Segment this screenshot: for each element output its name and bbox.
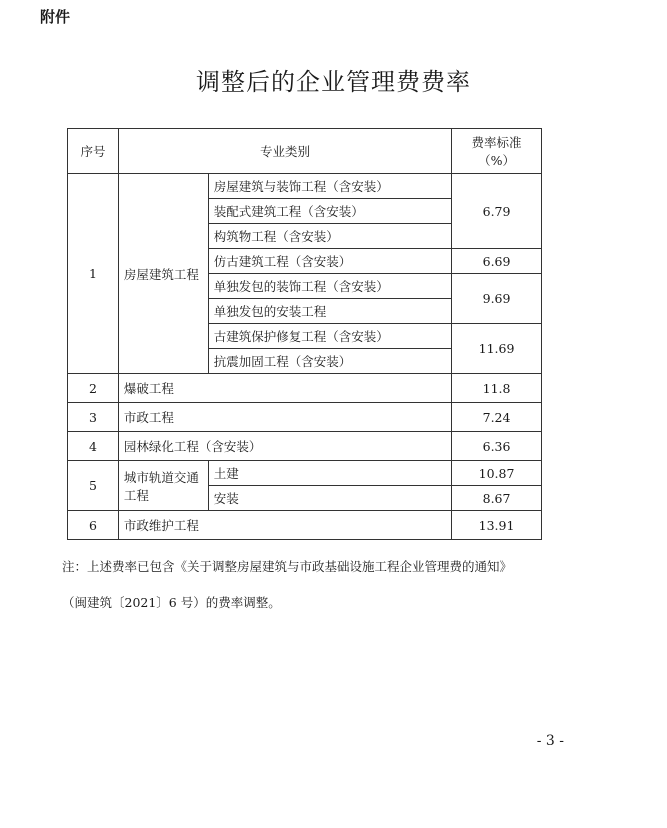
subcategory-cell: 单独发包的安装工程 [208, 299, 451, 324]
table-row [68, 511, 542, 540]
table-note-line-1: 注：上述费率已包含《关于调整房屋建筑与市政基础设施工程企业管理费的通知》 [62, 559, 513, 574]
subcategory-cell: 单独发包的装饰工程（含安装） [208, 274, 451, 299]
seq-cell: 5 [68, 461, 119, 511]
category-cell: 市政工程 [118, 403, 451, 432]
seq-cell: 4 [68, 432, 119, 461]
header-rate-label: 费率标准 [471, 135, 522, 150]
rate-cell: 6.36 [452, 432, 542, 461]
table-header-row [68, 129, 542, 174]
seq-cell: 1 [68, 174, 119, 374]
seq-cell: 2 [68, 374, 119, 403]
category-line-2: 工程 [123, 487, 149, 503]
rate-cell: 9.69 [452, 274, 542, 324]
rate-cell: 11.69 [452, 324, 542, 374]
rate-cell: 7.24 [452, 403, 542, 432]
rate-cell: 10.87 [452, 461, 542, 486]
seq-cell: 3 [68, 403, 119, 432]
table-note-line-2: （闽建筑〔2021〕6 号）的费率调整。 [62, 595, 281, 610]
table-row [68, 432, 542, 461]
category-line-1: 城市轨道交通 [123, 469, 199, 485]
subcategory-cell: 安装 [208, 486, 451, 511]
subcategory-cell: 抗震加固工程（含安装） [208, 349, 451, 374]
document-title: 调整后的企业管理费费率 [196, 68, 471, 96]
category-cell [118, 461, 208, 511]
page-number: - 3 - [536, 733, 564, 749]
header-category: 专业类别 [118, 129, 451, 174]
seq-cell: 6 [68, 511, 119, 540]
category-cell: 市政维护工程 [118, 511, 451, 540]
subcategory-cell: 古建筑保护修复工程（含安装） [208, 324, 451, 349]
rate-cell: 13.91 [452, 511, 542, 540]
fee-rate-table [67, 128, 542, 540]
subcategory-cell: 构筑物工程（含安装） [208, 224, 451, 249]
table-row [68, 374, 542, 403]
category-cell: 房屋建筑工程 [118, 174, 208, 374]
rate-cell: 8.67 [452, 486, 542, 511]
table-row [68, 403, 542, 432]
header-rate [452, 129, 542, 174]
rate-cell: 6.79 [452, 174, 542, 249]
rate-cell: 11.8 [452, 374, 542, 403]
subcategory-cell: 仿古建筑工程（含安装） [208, 249, 451, 274]
table-row [68, 174, 542, 199]
subcategory-cell: 土建 [208, 461, 451, 486]
category-cell: 爆破工程 [118, 374, 451, 403]
table-row [68, 461, 542, 486]
attachment-label: 附件 [40, 8, 71, 26]
header-rate-unit: （%） [478, 153, 515, 168]
subcategory-cell: 房屋建筑与装饰工程（含安装） [208, 174, 451, 199]
category-cell: 园林绿化工程（含安装） [118, 432, 451, 461]
header-seq: 序号 [68, 129, 119, 174]
subcategory-cell: 装配式建筑工程（含安装） [208, 199, 451, 224]
rate-cell: 6.69 [452, 249, 542, 274]
